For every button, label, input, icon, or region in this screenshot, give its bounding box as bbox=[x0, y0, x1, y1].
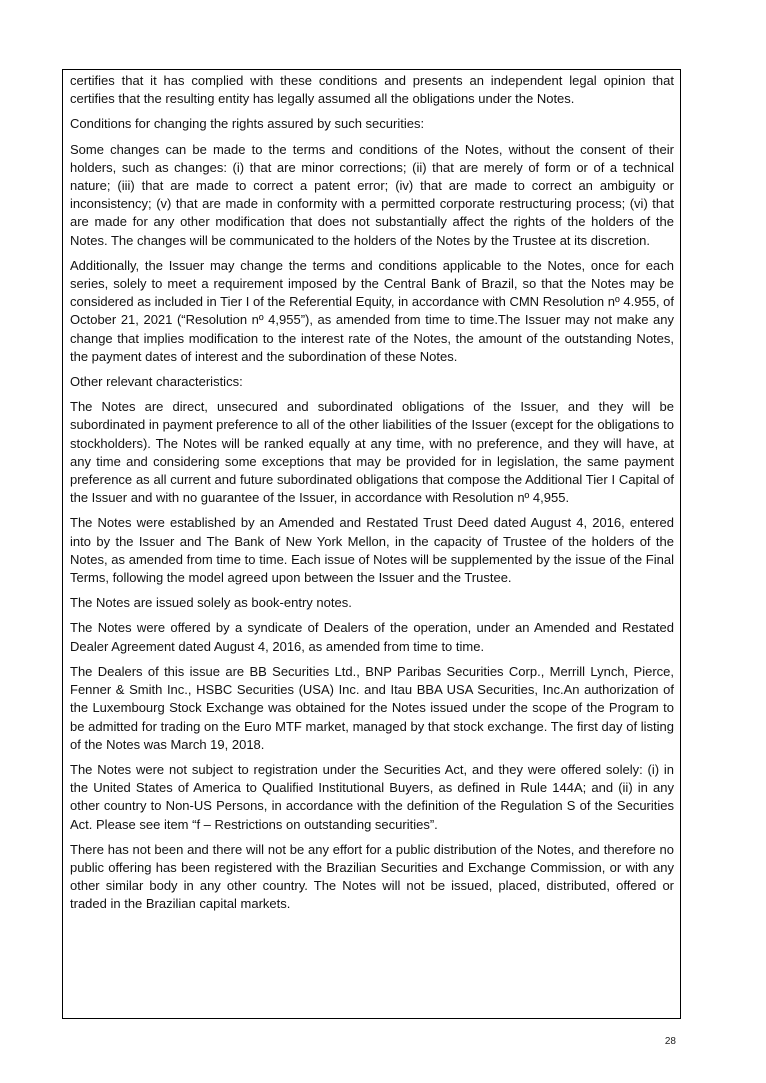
paragraph-trust-deed: The Notes were established by an Amended and Restated Trust Deed dated August 4, 2016, entered into by the Issuer and The Bank of New York Mellon, in the capacity of Trustee of the holders of the Notes, as amended from time to time. Each issue of Notes will be supplemented by the issue of the Final Terms, following the model agreed upon between the Issuer and the Trustee. bbox=[70, 515, 674, 586]
paragraph-heading-other-characteristics: Other relevant characteristics: bbox=[70, 374, 243, 390]
paragraph-changes: Some changes can be made to the terms and conditions of the Notes, without the consent of their holders, such as changes: (i) that are minor corrections; (ii) that are merely of form or of a technical nature; (iii) that are made to correct a patent error; (iv) that are made to correct an ambiguity or inconsistency; (v) that are made in conformity with a permitted corporate restructuring process; (vi) that are made for any other modification that does not substantially affect the rights of the holders of the Notes. The changes will be communicated to the holders of the Notes by the Trustee at its discretion. bbox=[70, 141, 674, 248]
page-number: 28 bbox=[664, 1036, 676, 1047]
paragraph-heading-changing-rights: Conditions for changing the rights assured by such securities: bbox=[70, 116, 425, 132]
paragraph-registration: The Notes were not subject to registration under the Securities Act, and they were offered solely: (i) in the United States of America to Qualified Institutional Buyers, as defined in Rule 144A; and (ii) in any other country to Non-US Persons, in accordance with the definition of the Regulation S of the Securities Act. Please see item “f – Restrictions on outstanding securities”. bbox=[70, 761, 674, 832]
paragraph-continuation: certifies that it has complied with these conditions and presents an independent legal opinion that certifies that the resulting entity has legally assumed all the obligations under the Notes. bbox=[70, 73, 674, 107]
paragraph-subordination: The Notes are direct, unsecured and subordinated obligations of the Issuer, and they will be subordinated in payment preference to all of the other liabilities of the Issuer (except for the obligations to stockholders). The Notes will be ranked equally at any time, with no preference, and they will have, at any time and considering some exceptions that may be provided for in legislation, the same payment preference as all current and future subordinated obligations that compose the Additional Tier I Capital of the Issuer and with no guarantee of the Issuer, in accordance with Resolution nº 4,955. bbox=[70, 399, 674, 506]
content-box bbox=[62, 69, 681, 1019]
paragraph-dealers-syndicate: The Notes were offered by a syndicate of Dealers of the operation, under an Amended and Restated Dealer Agreement dated August 4, 2016, as amended from time to time. bbox=[70, 620, 674, 654]
paragraph-dealers-list: The Dealers of this issue are BB Securities Ltd., BNP Paribas Securities Corp., Merrill Lynch, Pierce, Fenner & Smith Inc., HSBC Securities (USA) Inc. and Itau BBA USA Securities, Inc.An authorization of the Luxembourg Stock Exchange was obtained for the Notes issued under the scope of the Program to be admitted for trading on the Euro MTF market, managed by that stock exchange. The first day of listing of the Notes was March 19, 2018. bbox=[70, 663, 674, 752]
paragraph-additional-changes: Additionally, the Issuer may change the terms and conditions applicable to the Notes, once for each series, solely to meet a requirement imposed by the Central Bank of Brazil, so that the Notes may be considered as included in Tier I of the Referential Equity, in accordance with CMN Resolution nº 4.955, of October 21, 2021 (“Resolution nº 4,955”), as amended from time to time.The Issuer may not make any change that implies modification to the interest rate of the Notes, the amount of the outstanding Notes, the payment dates of interest and the subordination of these Notes. bbox=[70, 257, 674, 364]
paragraph-public-distribution: There has not been and there will not be any effort for a public distribution of the Notes, and therefore no public offering has been registered with the Brazilian Securities and Exchange Commission, or with any other similar body in any other country. The Notes will not be issued, placed, distributed, offered or traded in the Brazilian capital markets. bbox=[70, 841, 674, 912]
paragraph-book-entry: The Notes are issued solely as book-entry notes. bbox=[70, 595, 352, 611]
